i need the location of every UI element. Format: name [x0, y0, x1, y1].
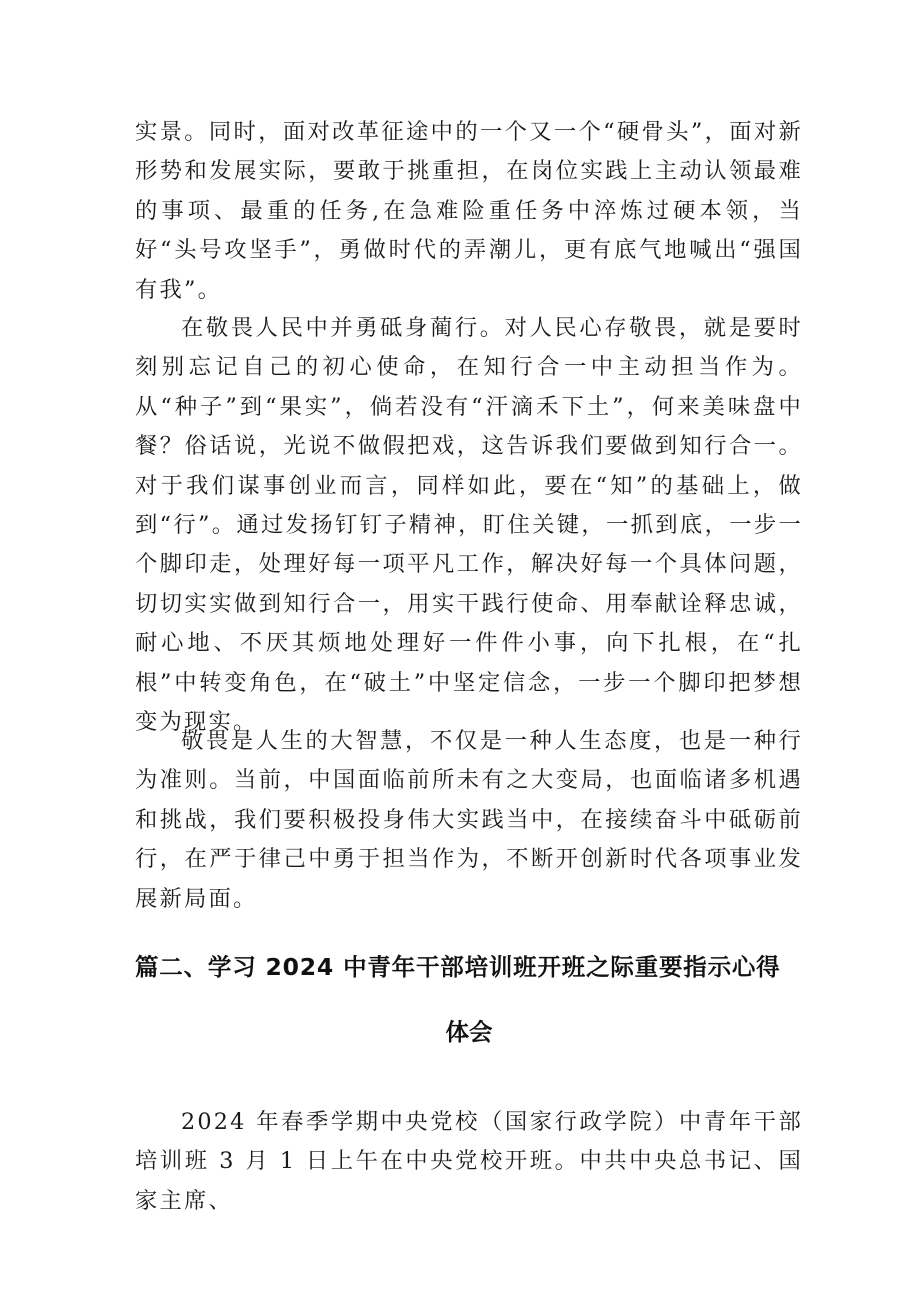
body-paragraph: 2024 年春季学期中央党校（国家行政学院）中青年干部培训班 3 月 1 日上午在中央党校开班。中共中央总书记、国家主席、 [135, 1109, 803, 1214]
section-heading-continuation: 体会 [445, 1018, 493, 1046]
body-paragraph: 敬畏是人生的大智慧，不仅是一种人生态度，也是一种行为准则。当前，中国面临前所未有之大变局，也面临诸多机遇和挑战，我们要积极投身伟大实践当中，在接续奋斗中砥砺前行，在严于律己中勇于担当作为，不断开创新时代各项事业发展新局面。 [135, 728, 803, 912]
body-paragraph: 实景。同时，面对改革征途中的一个又一个“硬骨头”，面对新形势和发展实际，要敢于挑重担，在岗位实践上主动认领最难的事项、最重的任务,在急难险重任务中淬炼过硬本领，当好“头号攻坚手”，勇做时代的弄潮儿，更有底气地喊出“强国有我”。 [135, 119, 803, 303]
section-heading: 篇二、学习 2024 中青年干部培训班开班之际重要指示心得 [135, 953, 781, 981]
body-paragraph: 在敬畏人民中并勇砥身蔺行。对人民心存敬畏，就是要时刻别忘记自己的初心使命，在知行合一中主动担当作为。从“种子”到“果实”，倘若没有“汗滴禾下土”，何来美味盘中餐？俗话说，光说不做假把戏，这告诉我们要做到知行合一。对于我们谋事创业而言，同样如此，要在“知”的基础上，做到“行”。通过发扬钉钉子精神，盯住关键，一抓到底，一步一个脚印走，处理好每一项平凡工作，解决好每一个具体问题，切切实实做到知行合一，用实干践行使命、用奉献诠释忠诚，耐心地、不厌其烦地处理好一件件小事，向下扎根，在“扎根”中转变角色，在“破土”中坚定信念，一步一个脚印把梦想变为现实。 [135, 315, 803, 736]
